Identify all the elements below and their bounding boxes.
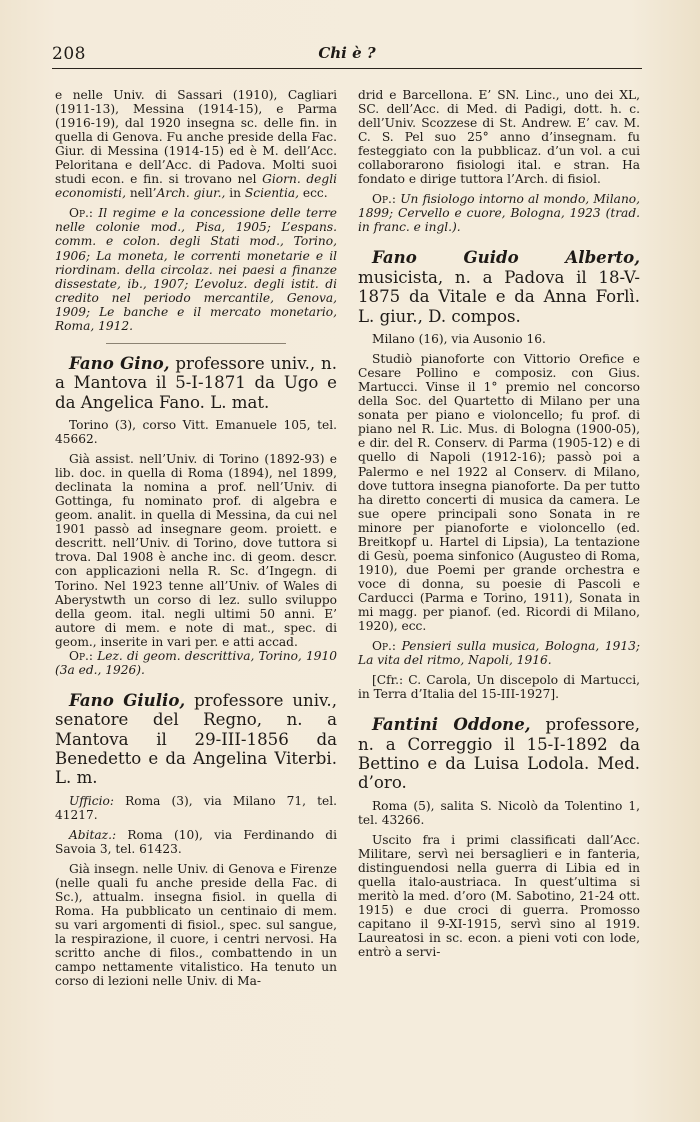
right-column [358,88,640,959]
entry-body: Uscito fra i primi classificati dall’Acc. Militare, servì nei bersaglieri e in fanteria, distinguendosi nella guerra di Libia ed in quella italo-austriaca. In quest’ultima si meritò la med. d’oro (M. Sabotino, 21-24 ott. 1915) e due croci di guerra. Promosso capitano il 9-XI-1915, servì sino al 1919. Laureatosi in sc. econ. a pieni voti con lode, entrò a servi- [358,832,640,960]
continued-entry-text: e nelle Univ. di Sassari (1910), Cagliari (1911-13), Messina (1914-15), e Parma (1916-19), dal 1920 insegna sc. delle fin. in quella di Genova. Fu anche preside della Fac. Giur. di Messina (1914-15) ed è M. dell’Acc. Peloritana e dell’Acc. di Padova. Molti suoi studi econ. e fin. si trovano nel Giorn. degli economisti, nell’Arch. giur., in Scientia, ecc. [55,88,337,201]
entry-heading-fano-guido: Fano Guido Alberto, musicista, n. a Padova il 18-V-1875 da Vitale e da Anna Forlì. L. giur., D. compos. [358,247,640,326]
left-column [55,88,337,989]
entry-heading-fano-giulio: Fano Giulio, professore univ., senatore del Regno, n. a Mantova il 29-III-1856 da Benedetto e da Angelina Viterbi. L. m. [55,689,337,788]
entry-body: Già insegn. nelle Univ. di Genova e Firenze (nelle quali fu anche preside della Fac. di Sc.), attualm. insegna fisiol. in quella di Roma. Ha pubblicato un centinaio di mem. su vari argomenti di fisiol., spec. sul sangue, la respirazione, il cuore, i centri nervosi. Ha scritto anche di filos., combattendo in un campo nettamente vitalistico. Ha tenuto un corso di lezioni nelle Univ. di Ma- [55,862,337,989]
works-list: Op.: Un fisiologo intorno al mondo, Milano, 1899; Cervello e cuore, Bologna, 1923 (trad. in franc. e ingl.). [358,192,640,235]
entry-heading-fantini: Fantini Oddone, professore, n. a Correggio il 15-I-1892 da Bettino e da Luisa Lodola. Med. d’oro. [358,714,640,793]
entry-address: Milano (16), via Ausonio 16. [372,332,546,347]
entry-home-address: Abitaz.: Roma (10), via Ferdinando di Savoia 3, tel. 61423. [55,827,337,857]
page-header [52,40,642,69]
works-list: Op.: Lez. di geom. descrittiva, Torino, 1910 (3a ed., 1926). [55,648,337,677]
works-list: Op.: Il regime e la concessione delle terre nelle colonie mod., Pisa, 1905; L’espans. comm. e colon. degli Stati mod., Torino, 1906; La moneta, le correnti monetarie e il riordinam. della circolaz. nei paesi a finanze dissestate, ib., 1907; L’evoluz. degli istit. di credito nel periodo mercantile, Genova, 1909; Le banche e il mercato monetario, Roma, 1912. [55,206,337,333]
entry-divider [106,343,286,344]
page-number: 208 [52,44,86,64]
entry-body: Già assist. nell’Univ. di Torino (1892-93) e lib. doc. in quella di Roma (1894), nel 1899, declinata la nomina a prof. nell’Univ. di Gottinga, fu nominato prof. di algebra e geom. analit. in quella di Messina, da cui nel 1901 passò ad insegnare geom. proiett. e descritt. nell’Univ. di Torino, dove tuttora si trova. Dal 1908 è anche inc. di geom. descr. con applicazioni nella R. Sc. d’Ingegn. di Torino. Nel 1923 tenne all’Univ. of Wales di Aberystwth un corso di lez. sullo sviluppo della geom. ital. negli ultimi 50 anni. E’ autore di mem. e note di mat., spec. di geom., inserite in vari per. e atti accad. [55,452,337,649]
entry-heading-fano-gino: Fano Gino, professore univ., n. a Mantova il 5-I-1871 da Ugo e da Angelica Fano. L. mat. [55,352,337,412]
entry-address: Torino (3), corso Vitt. Emanuele 105, tel. 45662. [55,418,337,447]
entry-body: Studiò pianoforte con Vittorio Orefice e Cesare Pollino e composiz. con Gius. Martucci. Vinse il 1° premio nel concorso della Soc. del Quartetto di Milano per una sonata per piano e violoncello; fu prof. di piano nel R. Lic. Mus. di Bologna (1900-05), e dir. del R. Conserv. di Parma (1905-12) e di quello di Napoli (1912-16); passò poi a Palermo e nel 1922 al Conserv. di Milano, dove tuttora insegna pianoforte. Da per tutto ha diretto concerti di musica da camera. Le sue opere principali sono Sonata in re minore per pianoforte e violoncello (ed. Breitkopf u. Hartel di Lipsia), La tentazione di Gesù, poema sinfonico (Augusteo di Roma, 1910), due Poemi per grande orchestra e voce di donna, su poesie di Pascoli e Carducci (Parma e Torino, 1911), Sonata in mi magg. per pianof. (ed. Ricordi di Milano, 1920), ecc. [358,352,640,634]
works-list: Op.: Pensieri sulla musica, Bologna, 1913; La vita del ritmo, Napoli, 1916. [358,639,640,668]
running-title: Chi è ? [318,44,376,62]
entry-office-address: Ufficio: Roma (3), via Milano 71, tel. 41217. [55,793,338,822]
reference-note: [Cfr.: C. Carola, Un discepolo di Martucci, in Terra d’Italia del 15-III-1927]. [358,673,640,702]
continued-entry-text: drid e Barcellona. E’ SN. Linc., uno dei XL, SC. dell’Acc. di Med. di Padigi, dott. h. c. dell’Univ. Scozzese di St. Andrew. E’ cav. M. C. S. Pel suo 25° anno d’insegnam. fu festeggiato con la pubblicaz. d’un vol. a cui collaborarono fisiologi ital. e stran. Ha fondato e dirige tuttora l’Arch. di fisiol. [358,88,640,187]
entry-address: Roma (5), salita S. Nicolò da Tolentino 1, tel. 43266. [358,798,640,827]
